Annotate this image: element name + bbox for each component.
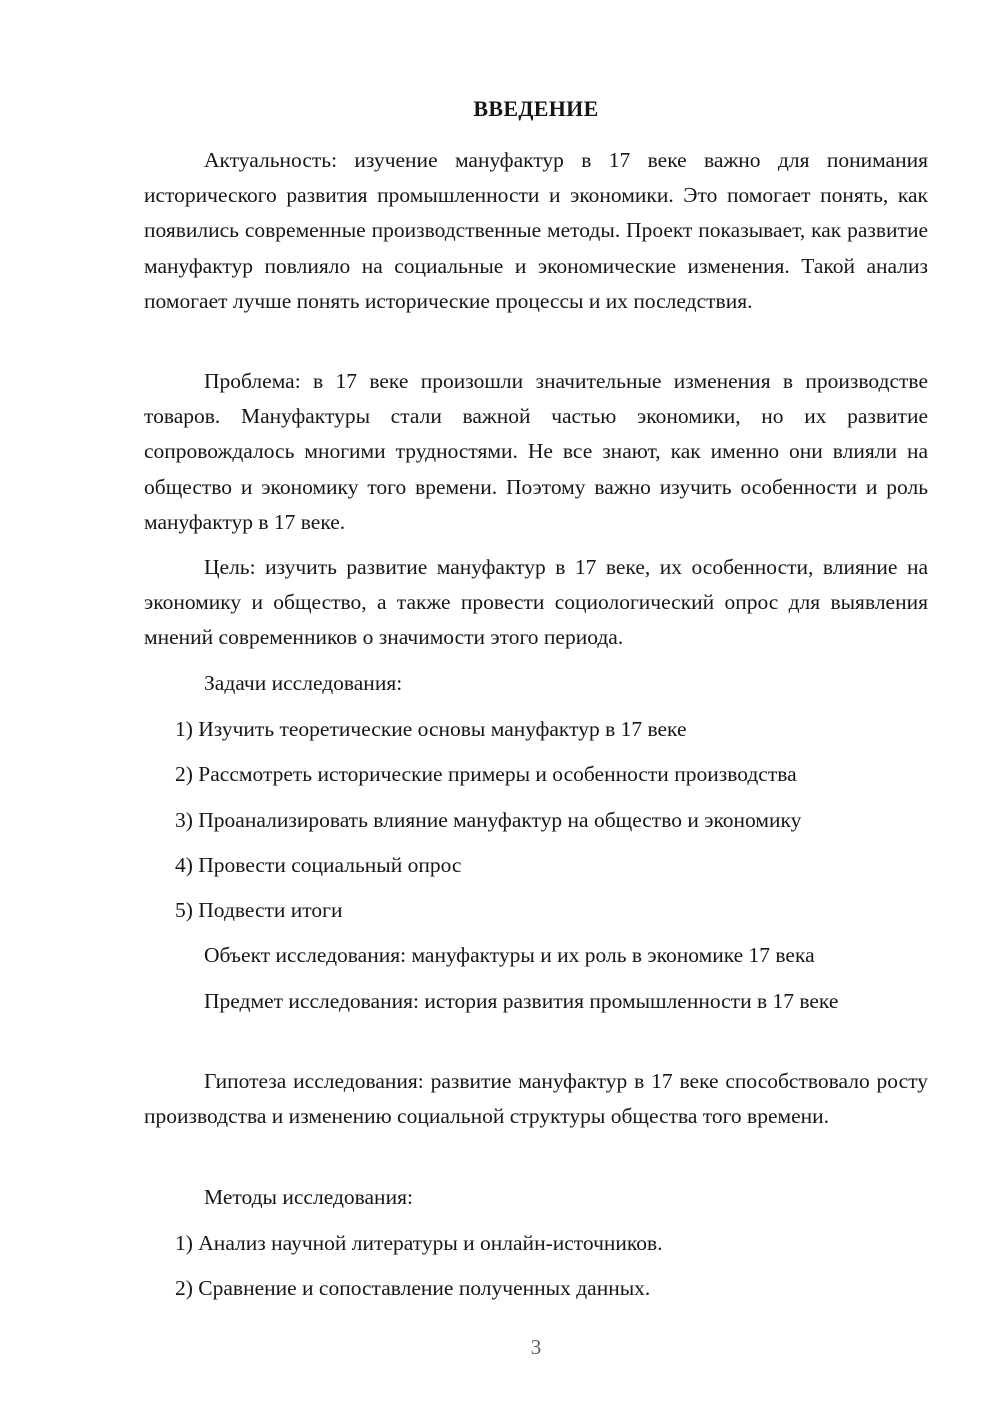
task-item: 1) Изучить теоретические основы мануфактур в 17 веке — [175, 717, 687, 741]
object-paragraph: Объект исследования: мануфактуры и их роль в экономике 17 века — [204, 943, 815, 967]
task-item: 4) Провести социальный опрос — [175, 853, 462, 877]
method-item: 1) Анализ научной литературы и онлайн-источников. — [175, 1231, 663, 1255]
tasks-heading: Задачи исследования: — [204, 671, 403, 695]
goal-paragraph: Цель: изучить развитие мануфактур в 17 веке, их особенности, влияние на экономику и общество, а также провести социологический опрос для выявления мнений современников о значимости этого периода. — [144, 555, 928, 650]
subject-paragraph: Предмет исследования: история развития промышленности в 17 веке — [204, 989, 839, 1013]
methods-heading: Методы исследования: — [204, 1185, 413, 1209]
task-item: 5) Подвести итоги — [175, 898, 343, 922]
hypothesis-paragraph: Гипотеза исследования: развитие мануфактур в 17 веке способствовало росту производства и изменению социальной структуры общества того времени. — [144, 1069, 928, 1129]
page-title: ВВЕДЕНИЕ — [473, 96, 599, 121]
method-item: 2) Сравнение и сопоставление полученных данных. — [175, 1276, 651, 1300]
task-item: 2) Рассмотреть исторические примеры и особенности производства — [175, 762, 797, 786]
problem-paragraph: Проблема: в 17 веке произошли значительные изменения в производстве товаров. Мануфактуры стали важной частью экономики, но их развитие сопровождалось многими трудностями. Не все знают, как именно они влияли на общество и экономику того времени. Поэтому важно изучить особенности и роль мануфактур в 17 веке. — [144, 369, 928, 534]
task-item: 3) Проанализировать влияние мануфактур на общество и экономику — [175, 808, 802, 832]
page-number: 3 — [530, 1335, 542, 1359]
relevance-paragraph: Актуальность: изучение мануфактур в 17 веке важно для понимания исторического развития промышленности и экономики. Это помогает понять, как появились современные производственные методы. Проект показывает, как развитие мануфактур повлияло на социальные и экономические изменения. Такой анализ помогает лучше понять исторические процессы и их последствия. — [144, 148, 928, 313]
